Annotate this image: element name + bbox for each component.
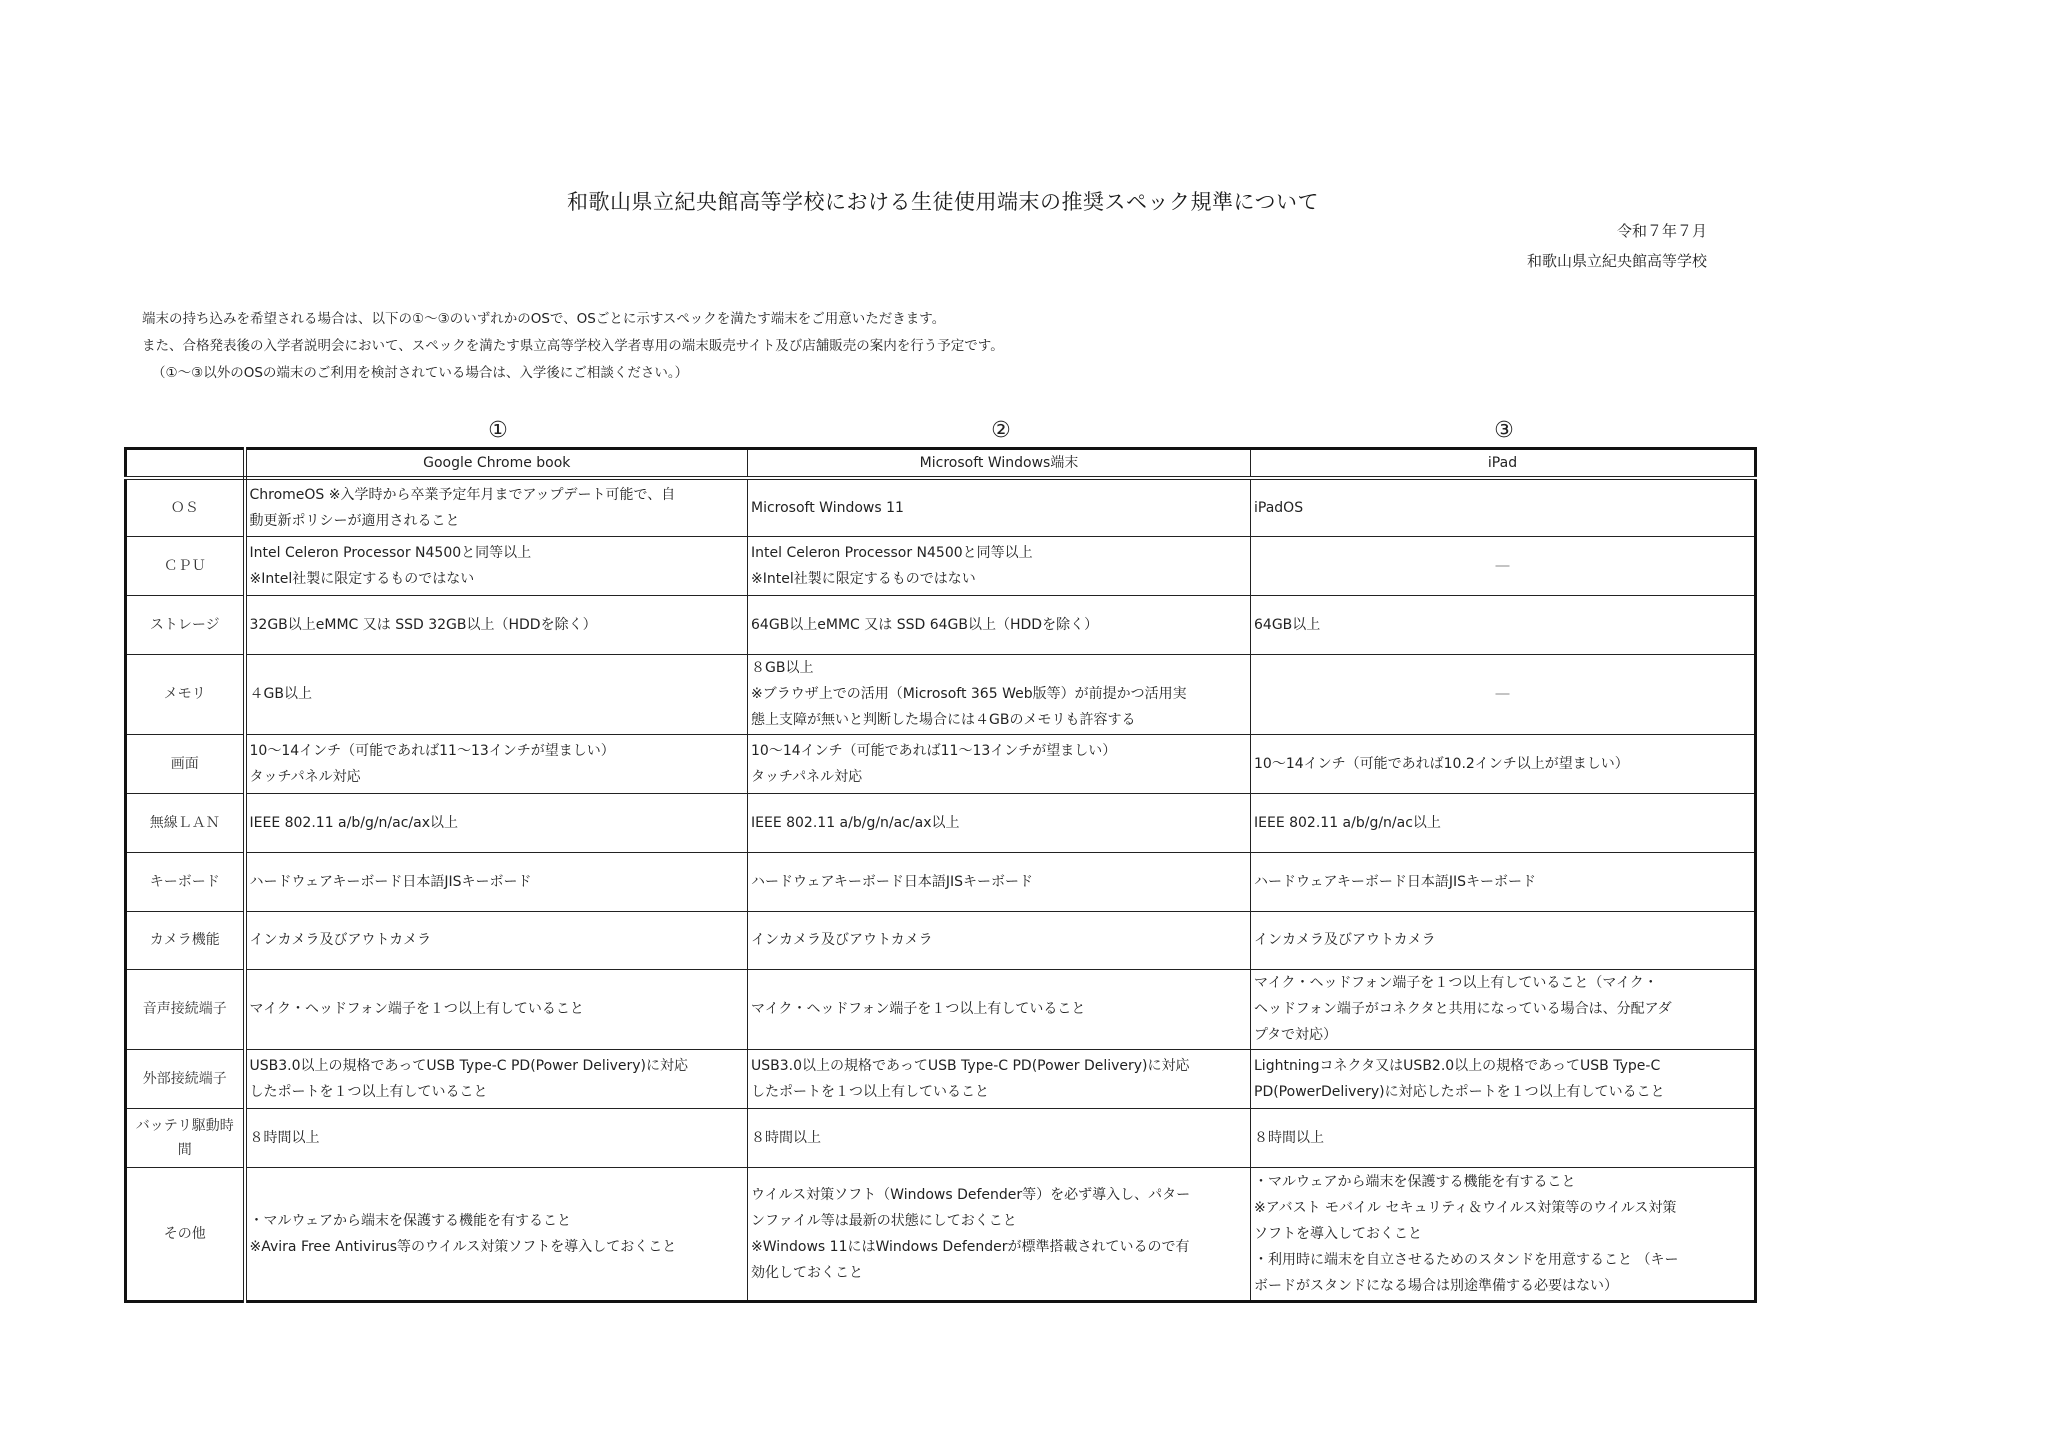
cell-text-line: ウイルス対策ソフト（Windows Defender等）を必ず導入し、パター: [751, 1186, 1191, 1203]
cell-text-line: ・利用時に端末を自立させるためのスタンドを用意すること （キー: [1254, 1251, 1679, 1268]
cell-text-line: ―: [1495, 686, 1510, 702]
cell-chromebook: [245, 969, 748, 1049]
cell-text-line: 32GB以上eMMC 又は SSD 32GB以上（HDDを除く）: [249, 616, 597, 633]
cell-ipad: [1251, 734, 1756, 793]
cell-text-line: ８時間以上: [249, 1129, 320, 1146]
row-label: 無線ＬＡＮ: [126, 793, 245, 852]
cell-text-line: マイク・ヘッドフォン端子を１つ以上有していること: [751, 1001, 1086, 1017]
cell-text-line: ハードウェアキーボード日本語JISキーボード: [1254, 873, 1537, 890]
cell-text-line: 効化しておくこと: [751, 1264, 863, 1281]
cell-windows: [748, 852, 1251, 911]
cell-windows: [748, 654, 1251, 734]
table-row: [126, 478, 1756, 536]
row-label: ストレージ: [126, 595, 245, 654]
row-label: その他: [126, 1167, 245, 1301]
document-date: 令和７年７月: [1616, 222, 1707, 240]
table-header-row: [126, 449, 1756, 479]
cell-ipad: [1251, 1108, 1756, 1167]
cell-windows: [748, 911, 1251, 969]
cell-chromebook: [245, 852, 748, 911]
table-row: [126, 595, 1756, 654]
cell-chromebook: [245, 734, 748, 793]
intro-line-2: また、合格発表後の入学者説明会において、スペックを満たす県立高等学校入学者専用の端末販売サイト及び店舗販売の案内を行う予定です。: [142, 338, 1004, 354]
document-title: 和歌山県立紀央館高等学校における生徒使用端末の推奨スペック規準について: [566, 190, 1320, 214]
table-row: [126, 969, 1756, 1049]
cell-text-line: ハードウェアキーボード日本語JISキーボード: [751, 873, 1034, 890]
cell-text-line: タッチパネル対応: [249, 768, 361, 785]
column-number-1: ①: [488, 418, 508, 443]
row-label: ＣＰＵ: [126, 536, 245, 595]
cell-text-line: したポートを１つ以上有していること: [249, 1083, 488, 1100]
cell-ipad: [1251, 478, 1756, 536]
cell-text-line: マイク・ヘッドフォン端子を１つ以上有していること（マイク・: [1254, 975, 1658, 991]
cell-text-line: Lightningコネクタ又はUSB2.0以上の規格であってUSB Type-C: [1254, 1057, 1661, 1074]
cell-text-line: 64GB以上eMMC 又は SSD 64GB以上（HDDを除く）: [751, 616, 1099, 633]
cell-text-line: ・マルウェアから端末を保護する機能を有すること: [1254, 1173, 1576, 1190]
cell-text-line: ８時間以上: [751, 1129, 821, 1146]
cell-text-line: ソフトを導入しておくこと: [1254, 1225, 1422, 1242]
cell-text-line: インカメラ及びアウトカメラ: [249, 932, 432, 948]
cell-text-line: 64GB以上: [1254, 616, 1321, 633]
cell-ipad: [1251, 1167, 1756, 1301]
cell-text-line: 10～14インチ（可能であれば11～13インチが望ましい）: [249, 742, 615, 759]
cell-text-line: Intel Celeron Processor N4500と同等以上: [751, 544, 1033, 561]
cell-text-line: ※Windows 11にはWindows Defenderが標準搭載されているので有: [751, 1238, 1190, 1255]
cell-text-line: マイク・ヘッドフォン端子を１つ以上有していること: [249, 1001, 584, 1017]
row-label: カメラ機能: [126, 911, 245, 969]
cell-text-line: ヘッドフォン端子がコネクタと共用になっている場合は、分配アダ: [1254, 1001, 1672, 1017]
cell-text-line: PD(PowerDelivery)に対応したポートを１つ以上有していること: [1254, 1083, 1665, 1100]
row-label: キーボード: [126, 852, 245, 911]
cell-text-line: インカメラ及びアウトカメラ: [751, 932, 933, 948]
row-label: ＯＳ: [126, 478, 245, 536]
header-corner: [126, 449, 245, 479]
column-number-3: ③: [1494, 418, 1514, 443]
intro-paragraph: [142, 306, 1004, 387]
cell-text-line: したポートを１つ以上有していること: [751, 1083, 989, 1100]
table-row: [126, 793, 1756, 852]
cell-ipad: [1251, 793, 1756, 852]
cell-chromebook: [245, 654, 748, 734]
table-row: [126, 536, 1756, 595]
cell-text-line: 10～14インチ（可能であれば11～13インチが望ましい）: [751, 742, 1117, 759]
cell-text-line: ・マルウェアから端末を保護する機能を有すること: [249, 1212, 571, 1229]
intro-line-1: 端末の持ち込みを希望される場合は、以下の①～③のいずれかのOSで、OSごとに示すスペックを満たす端末をご用意いただきます。: [142, 311, 946, 327]
cell-chromebook: [245, 478, 748, 536]
cell-windows: [748, 536, 1251, 595]
cell-windows: [748, 1167, 1251, 1301]
table-row: [126, 654, 1756, 734]
header-windows: Microsoft Windows端末: [748, 449, 1251, 479]
cell-text-line: ChromeOS ※入学時から卒業予定年月までアップデート可能で、自: [249, 486, 676, 503]
cell-text-line: 動更新ポリシーが適用されること: [249, 512, 460, 529]
column-number-2: ②: [991, 418, 1011, 443]
cell-text-line: Intel Celeron Processor N4500と同等以上: [249, 544, 532, 561]
spec-table: [124, 447, 1757, 1303]
cell-ipad: [1251, 654, 1756, 734]
cell-text-line: ―: [1495, 557, 1510, 574]
cell-ipad: [1251, 536, 1756, 595]
header-ipad: iPad: [1251, 449, 1756, 479]
cell-ipad: [1251, 595, 1756, 654]
row-label: バッテリ駆動時間: [126, 1108, 245, 1167]
header-chromebook: Google Chrome book: [245, 449, 748, 479]
table-row: [126, 734, 1756, 793]
cell-text-line: ※Avira Free Antivirus等のウイルス対策ソフトを導入しておくこと: [249, 1238, 677, 1255]
cell-ipad: [1251, 969, 1756, 1049]
cell-text-line: ８時間以上: [1254, 1129, 1324, 1146]
cell-chromebook: [245, 911, 748, 969]
cell-text-line: ４GB以上: [249, 686, 312, 702]
cell-text-line: IEEE 802.11 a/b/g/n/ac以上: [1254, 814, 1441, 831]
cell-windows: [748, 734, 1251, 793]
organization-name: 和歌山県立紀央館高等学校: [1526, 252, 1707, 270]
row-label: メモリ: [126, 654, 245, 734]
cell-windows: [748, 595, 1251, 654]
cell-text-line: ※Intel社製に限定するものではない: [249, 570, 475, 587]
cell-windows: [748, 1108, 1251, 1167]
cell-text-line: IEEE 802.11 a/b/g/n/ac/ax以上: [751, 814, 960, 831]
cell-chromebook: [245, 536, 748, 595]
table-row: [126, 852, 1756, 911]
table-row: [126, 911, 1756, 969]
row-label: 画面: [126, 734, 245, 793]
cell-windows: [748, 793, 1251, 852]
cell-text-line: ※アバスト モバイル セキュリティ＆ウイルス対策等のウイルス対策: [1254, 1199, 1677, 1216]
cell-chromebook: [245, 1167, 748, 1301]
table-row: [126, 1049, 1756, 1108]
table-row: [126, 1167, 1756, 1301]
cell-text-line: USB3.0以上の規格であってUSB Type-C PD(Power Delivery)に対応: [249, 1057, 689, 1074]
cell-chromebook: [245, 1108, 748, 1167]
cell-text-line: Microsoft Windows 11: [751, 499, 904, 516]
cell-ipad: [1251, 852, 1756, 911]
cell-text-line: 10～14インチ（可能であれば10.2インチ以上が望ましい）: [1254, 755, 1629, 772]
cell-text-line: タッチパネル対応: [751, 768, 863, 785]
cell-text-line: USB3.0以上の規格であってUSB Type-C PD(Power Delivery)に対応: [751, 1057, 1190, 1074]
cell-text-line: ボードがスタンドになる場合は別途準備する必要はない）: [1254, 1277, 1618, 1294]
cell-text-line: インカメラ及びアウトカメラ: [1254, 932, 1436, 948]
cell-ipad: [1251, 911, 1756, 969]
cell-text-line: ハードウェアキーボード日本語JISキーボード: [249, 873, 532, 890]
row-label: 外部接続端子: [126, 1049, 245, 1108]
row-label: 音声接続端子: [126, 969, 245, 1049]
cell-text-line: ンファイル等は最新の状態にしておくこと: [751, 1212, 1017, 1229]
cell-ipad: [1251, 1049, 1756, 1108]
cell-text-line: iPadOS: [1254, 499, 1304, 516]
cell-text-line: ※ブラウザ上での活用（Microsoft 365 Web版等）が前提かつ活用実: [751, 686, 1187, 702]
cell-windows: [748, 969, 1251, 1049]
cell-text-line: ※Intel社製に限定するものではない: [751, 570, 976, 587]
cell-windows: [748, 478, 1251, 536]
cell-chromebook: [245, 1049, 748, 1108]
table-row: [126, 1108, 1756, 1167]
cell-chromebook: [245, 595, 748, 654]
cell-text-line: IEEE 802.11 a/b/g/n/ac/ax以上: [249, 814, 459, 831]
cell-text-line: プタで対応）: [1254, 1027, 1338, 1043]
cell-text-line: 態上支障が無いと判断した場合には４GBのメモリも許容する: [751, 712, 1136, 728]
cell-windows: [748, 1049, 1251, 1108]
intro-line-3: （①～③以外のOSの端末のご利用を検討されている場合は、入学後にご相談ください。）: [152, 365, 689, 381]
cell-chromebook: [245, 793, 748, 852]
cell-text-line: ８GB以上: [751, 660, 814, 676]
